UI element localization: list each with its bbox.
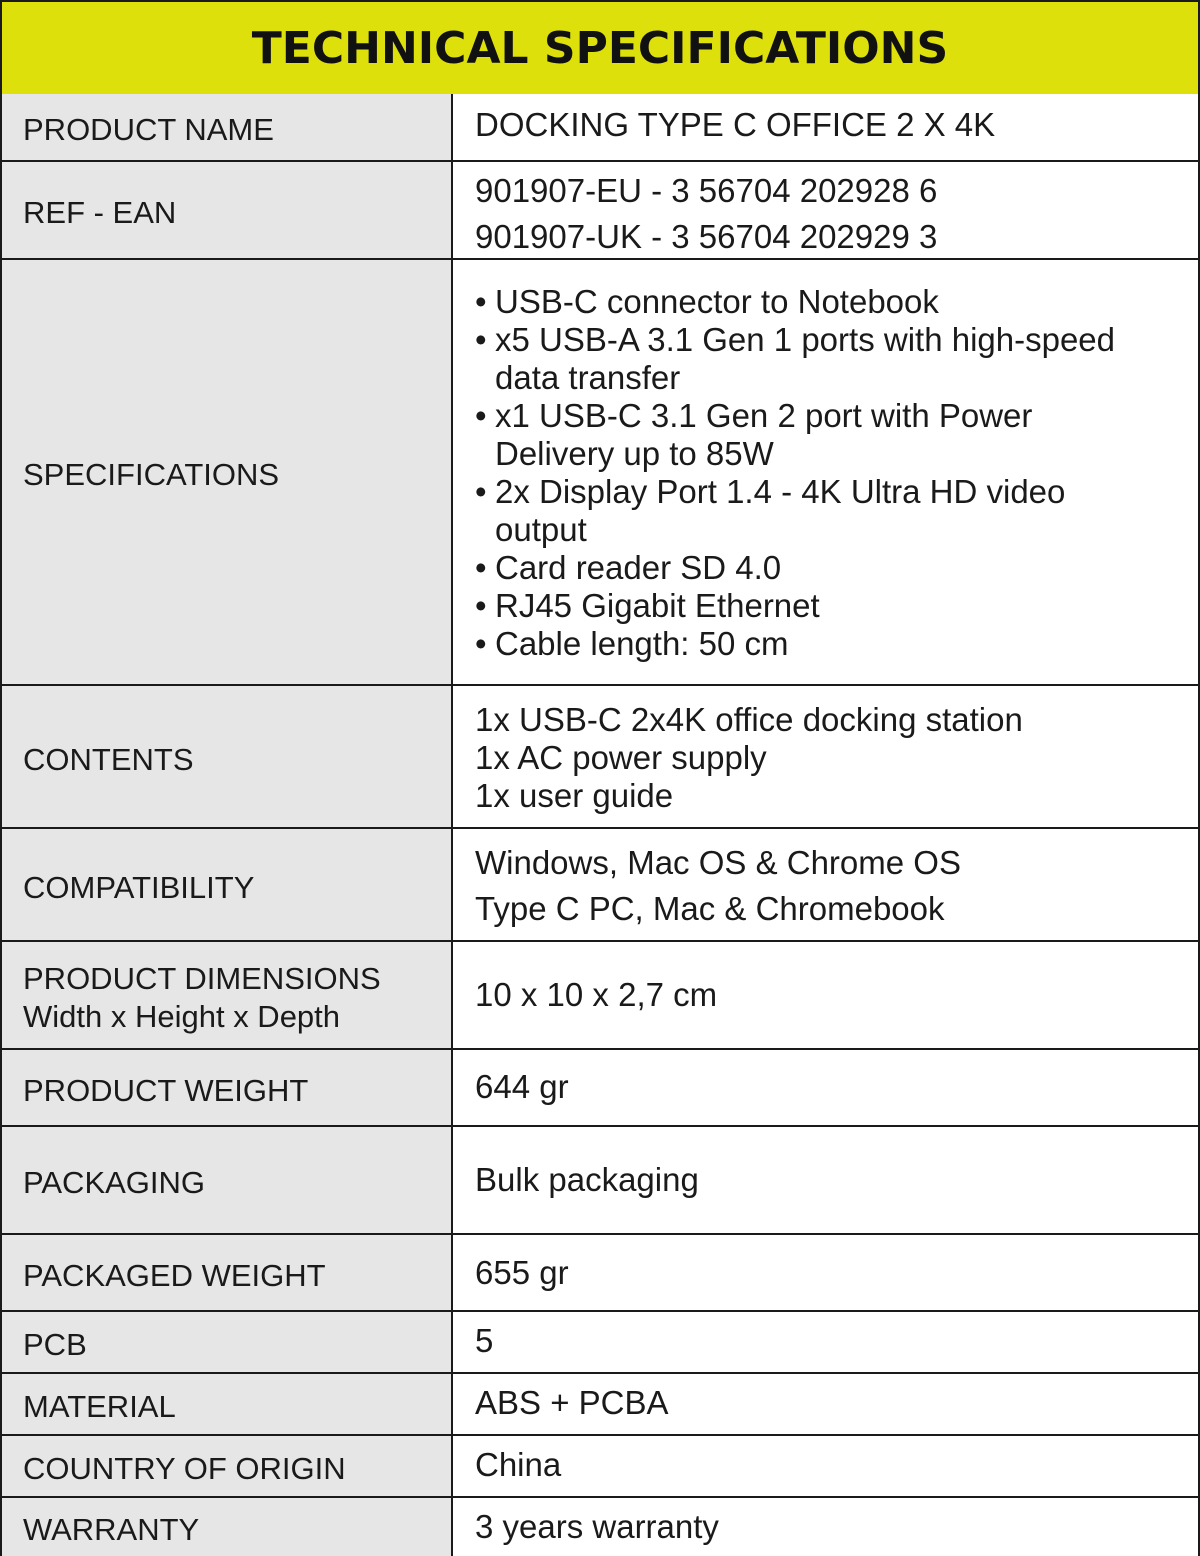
row-product-weight [2, 1050, 1198, 1127]
list-item: • 2x Display Port 1.4 - 4K Ultra HD video output [475, 473, 1066, 548]
row-label: CONTENTS [2, 686, 453, 827]
product-name-value: DOCKING TYPE C OFFICE 2 X 4K [475, 106, 996, 143]
row-specifications [2, 260, 1198, 686]
row-warranty [2, 1498, 1198, 1556]
row-label: PRODUCT WEIGHT [2, 1050, 453, 1125]
row-contents [2, 686, 1198, 829]
compatibility-os: Windows, Mac OS & Chrome OS [475, 844, 961, 881]
row-value [453, 162, 1198, 258]
row-label [2, 942, 453, 1048]
row-value [453, 94, 1198, 160]
page-title: TECHNICAL SPECIFICATIONS [2, 2, 1198, 96]
row-value [453, 1235, 1198, 1310]
compatibility-devices: Type C PC, Mac & Chromebook [475, 890, 945, 927]
row-product-name [2, 94, 1198, 162]
row-compatibility [2, 829, 1198, 942]
row-material [2, 1374, 1198, 1436]
contents-item: 1x user guide [475, 777, 674, 814]
contents-item: 1x AC power supply [475, 739, 767, 776]
row-label: COMPATIBILITY [2, 829, 453, 940]
dimensions-sublabel: Width x Height x Depth [23, 999, 341, 1034]
row-packaging [2, 1127, 1198, 1235]
row-value [453, 829, 1198, 940]
material-value: ABS + PCBA [475, 1384, 669, 1421]
dimensions-label: PRODUCT DIMENSIONS [23, 961, 381, 996]
origin-value: China [475, 1446, 562, 1483]
row-label: PRODUCT NAME [2, 94, 453, 160]
list-item: • x1 USB-C 3.1 Gen 2 port with Power Delivery up to 85W [475, 397, 1033, 472]
row-label: MATERIAL [2, 1374, 453, 1434]
list-item: • Card reader SD 4.0 [475, 549, 782, 586]
row-label: WARRANTY [2, 1498, 453, 1556]
row-label: COUNTRY OF ORIGIN [2, 1436, 453, 1496]
row-label: REF - EAN [2, 162, 453, 258]
pcb-value: 5 [475, 1322, 494, 1359]
packaging-value: Bulk packaging [475, 1161, 699, 1198]
row-value [453, 1374, 1198, 1434]
list-item: • USB-C connector to Notebook [475, 283, 939, 320]
row-country-of-origin [2, 1436, 1198, 1498]
dimensions-value: 10 x 10 x 2,7 cm [475, 976, 718, 1013]
row-value [453, 1312, 1198, 1372]
row-value [453, 942, 1198, 1048]
row-label: PACKAGED WEIGHT [2, 1235, 453, 1310]
row-label: SPECIFICATIONS [2, 260, 453, 684]
list-item: • Cable length: 50 cm [475, 625, 789, 662]
row-label: PCB [2, 1312, 453, 1372]
row-packaged-weight [2, 1235, 1198, 1312]
product-weight-value: 644 gr [475, 1068, 569, 1105]
list-item: • RJ45 Gigabit Ethernet [475, 587, 820, 624]
row-pcb [2, 1312, 1198, 1374]
row-value [453, 1050, 1198, 1125]
ref-ean-eu: 901907-EU - 3 56704 202928 6 [475, 172, 938, 209]
list-item: • x5 USB-A 3.1 Gen 1 ports with high-speed data transfer [475, 321, 1116, 396]
ref-ean-uk: 901907-UK - 3 56704 202929 3 [475, 218, 938, 255]
row-value [453, 1498, 1198, 1556]
spec-bullet-list [475, 283, 1198, 663]
row-value [453, 1436, 1198, 1496]
row-label: PACKAGING [2, 1127, 453, 1233]
row-value [453, 260, 1198, 684]
contents-item: 1x USB-C 2x4K office docking station [475, 701, 1023, 738]
row-value [453, 686, 1198, 827]
row-value [453, 1127, 1198, 1233]
packaged-weight-value: 655 gr [475, 1254, 569, 1291]
row-ref-ean [2, 162, 1198, 260]
warranty-value: 3 years warranty [475, 1508, 719, 1545]
row-dimensions [2, 942, 1198, 1050]
